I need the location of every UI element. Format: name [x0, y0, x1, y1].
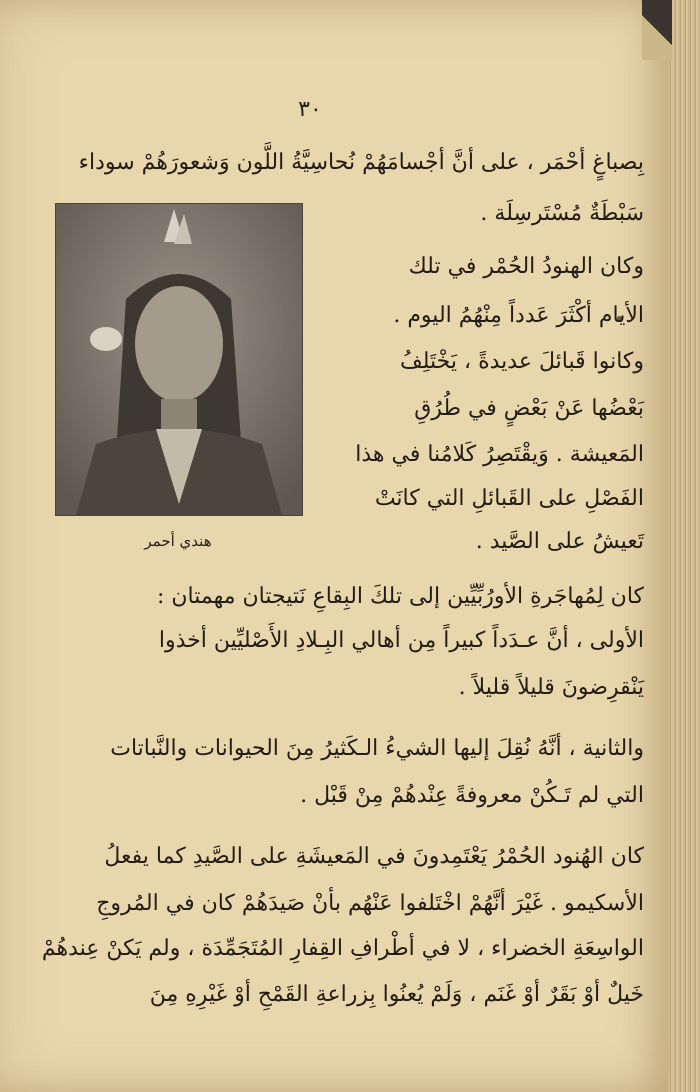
- text-line: والثانية ، أنَّهُ نُقِلَ إليها الشيءُ الـكَثيرُ مِنَ الحيوانات والنَّباتات: [110, 736, 644, 761]
- photo-caption: هندي أحمر: [144, 532, 212, 550]
- text-line: الأيام أكْثَرَ عَدداً مِنْهُمُ اليوم .: [393, 303, 644, 328]
- text-line: الأولى ، أنَّ عـدَداً كبيراً مِن أهالي البِـلادِ الأَصْليِّين أخذوا: [158, 628, 644, 653]
- text-line: كان الهُنود الحُمْرُ يَعْتَمِدونَ في المَعيشَةِ على الصَّيدِ كما يفعلُ: [104, 844, 644, 869]
- text-line: بِصباغٍ أحْمَر ، على أنَّ أجْسامَهُمْ نُحاسِيَّةُ اللَّون وَشعورَهُمْ سوداء: [78, 150, 644, 175]
- text-line: الفَصْلِ على القَبائلِ التي كانَتْ: [374, 486, 644, 511]
- text-line: الواسِعَةِ الخضراء ، لا في أطْرافِ القِفارِ المُتَجَمِّدَة ، ولم يَكنْ عِندهُمْ: [41, 936, 644, 961]
- text-line: وكان الهنودُ الحُمْر في تلك: [408, 254, 644, 279]
- text-line: المَعيشة . وَيقْتَصِرُ كَلامُنا في هذا: [355, 442, 644, 467]
- text-line: يَنْقرِضونَ قليلاً قليلاً .: [458, 675, 644, 700]
- text-line: الأسكيمو . غَيْرَ أنَّهُمْ اخْتَلفوا عَنْهُم بأنْ صَيدَهُمْ كان في المُروجِ: [96, 891, 644, 916]
- text-line: خَيلٌ أوْ بَقَرٌ أوْ غَنَم ، وَلَمْ يُعنُوا بِزراعةِ القَمْحِ أوْ غَيْرِهِ مِنَ: [149, 982, 644, 1007]
- text-line: بَعْضُها عَنْ بَعْضٍ في طُرُقِ: [414, 396, 644, 421]
- text-line: كان لِمُهاجَرةِ الأورُبِّيِّين إلى تلكَ البِقاعِ نَتيجتان مهمتان :: [156, 584, 644, 609]
- portrait-photo: [55, 203, 303, 516]
- text-line: سَبْطَةٌ مُسْتَرسِلَة .: [480, 201, 644, 226]
- page-corner-fold: [642, 0, 672, 60]
- text-line: التي لم تَـكُنْ معروفةً عِنْدهُمْ مِنْ قَبْل .: [300, 783, 644, 808]
- page-edges: [668, 0, 700, 1092]
- text-line: تَعيشُ على الصَّيد .: [475, 529, 644, 554]
- text-line: وكانوا قَبائلَ عديدةً ، يَخْتَلِفُ: [399, 349, 644, 374]
- page-number: ٣٠: [298, 97, 322, 122]
